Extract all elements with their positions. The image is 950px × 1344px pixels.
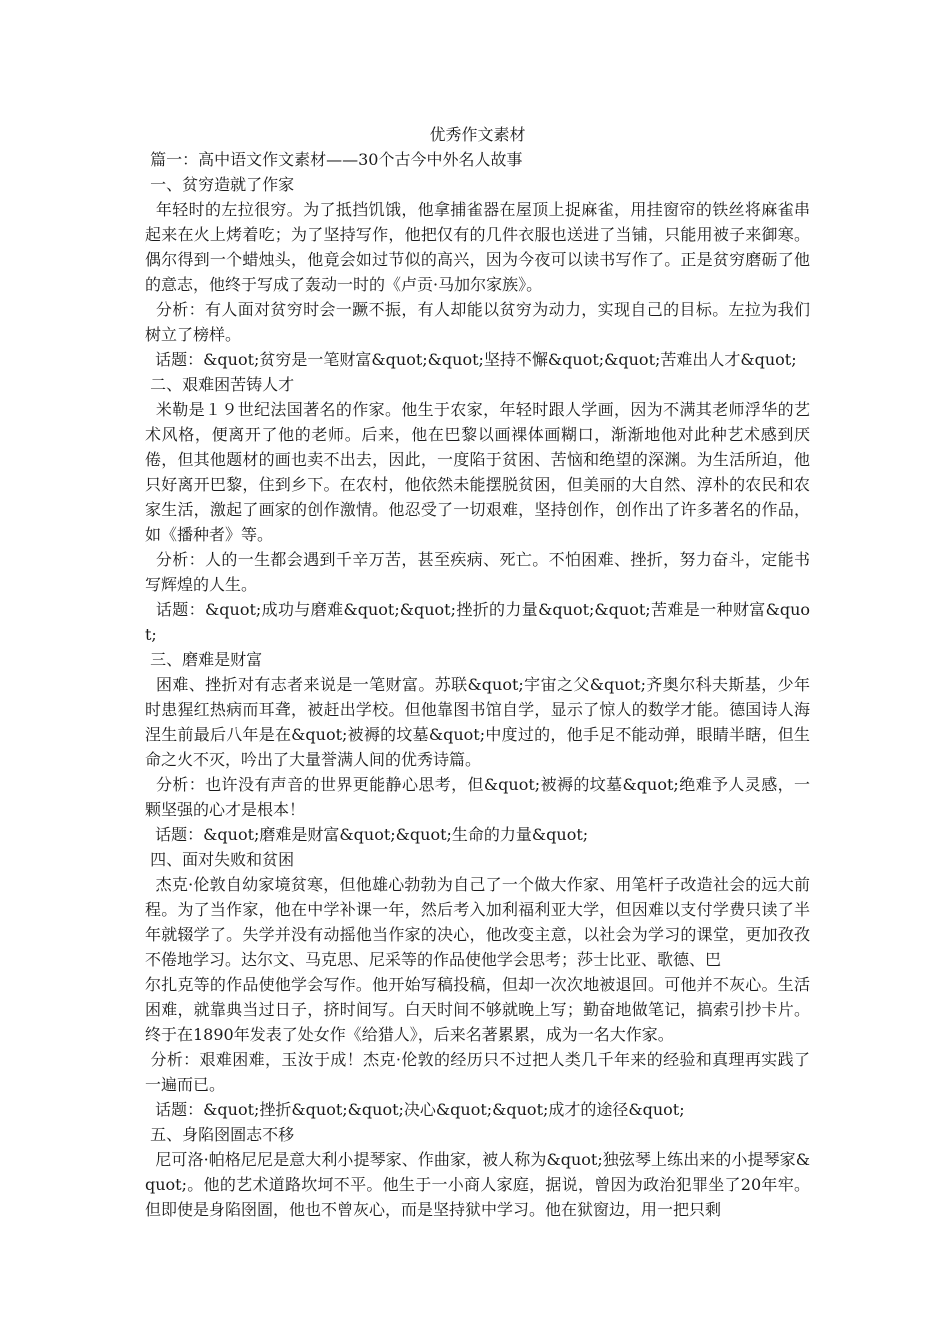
section-heading-3: 三、磨难是财富 xyxy=(145,650,263,669)
section-3-story: 困难、挫折对有志者来说是一笔财富。苏联&quot;宇宙之父&quot;齐奥尔科夫斯基，少年时患猩红热病而耳聋，被赶出学校。但他靠图书馆自学，显示了惊人的数学才能。德国诗人海涅生前最后八年是在&quot;被褥的坟墓&quot;中度过的，他手足不能动弹，眼睛半瞎，但生命之火不灭，吟出了大量誉满人间的优秀诗篇。 xyxy=(145,675,810,769)
section-2-topics: 话题：&quot;成功与磨难&quot;&quot;挫折的力量&quot;&quot;苦难是一种财富&quot; xyxy=(145,600,811,644)
article-heading: 篇一：高中语文作文素材——30个古今中外名人故事 xyxy=(145,150,523,169)
section-4-analysis: 分析：艰难困难，玉汝于成！杰克·伦敦的经历只不过把人类几千年来的经验和真理再实践了一遍而已。 xyxy=(145,1050,810,1094)
section-4-topics: 话题：&quot;挫折&quot;&quot;决心&quot;&quot;成才的途径&quot; xyxy=(145,1100,685,1119)
document-title: 优秀作文素材 xyxy=(429,125,526,144)
section-5-story: 尼可洛·帕格尼尼是意大利小提琴家、作曲家，被人称为&quot;独弦琴上练出来的小提琴家&quot;。他的艺术道路坎坷不平。他生于一小商人家庭，据说，曾因为政治犯罪坐了20年牢。但即使是身陷囹圄，他也不曾灰心，而是坚持狱中学习。他在狱窗边，用一把只剩 xyxy=(145,1150,811,1219)
section-heading-2: 二、艰难困苦铸人才 xyxy=(145,375,295,394)
section-4-story-part-1: 杰克·伦敦自幼家境贫寒，但他雄心勃勃为自己了一个做大作家、用笔杆子改造社会的远大前程。为了当作家，他在中学补课一年，然后考入加利福利亚大学，但因难以支付学费只读了半年就辍学了。失学并没有动摇他当作家的决心，他改变主意，以社会为学习的课堂，更加孜孜不倦地学习。达尔文、马克思、尼采等的作品使他学会思考；莎士比亚、歌德、巴 xyxy=(145,875,810,969)
section-4-story-part-2: 尔扎克等的作品使他学会写作。他开始写稿投稿，但却一次次地被退回。可他并不灰心。生活困难，就靠典当过日子，挤时间写。白天时间不够就晚上写；勤奋地做笔记，搞索引抄卡片。终于在1890年发表了处女作《给猎人》，后来名著累累，成为一名大作家。 xyxy=(145,975,810,1044)
section-3-topics: 话题：&quot;磨难是财富&quot;&quot;生命的力量&quot; xyxy=(145,825,589,844)
section-heading-5: 五、身陷囹圄志不移 xyxy=(145,1125,295,1144)
section-1-story: 年轻时的左拉很穷。为了抵挡饥饿，他拿捕雀器在屋顶上捉麻雀，用挂窗帘的铁丝将麻雀串起来在火上烤着吃；为了坚持写作，他把仅有的几件衣服也送进了当铺，只能用被子来御寒。偶尔得到一个蜡烛头，他竟会如过节似的高兴，因为今夜可以读书写作了。正是贫穷磨砺了他的意志，他终于写成了轰动一时的《卢贡·马加尔家族》。 xyxy=(145,200,810,294)
section-3-analysis: 分析：也许没有声音的世界更能静心思考，但&quot;被褥的坟墓&quot;绝难予人灵感，一颗坚强的心才是根本！ xyxy=(145,775,810,819)
section-2-story: 米勒是１９世纪法国著名的作家。他生于农家，年轻时跟人学画，因为不满其老师浮华的艺术风格，便离开了他的老师。后来，他在巴黎以画裸体画糊口，渐渐地他对此种艺术感到厌倦，但其他题材的画也卖不出去，因此，一度陷于贫困、苦恼和绝望的深渊。为生活所迫，他只好离开巴黎，住到乡下。在农村，他依然未能摆脱贫困，但美丽的大自然、淳朴的农民和农家生活，激起了画家的创作激情。他忍受了一切艰难，坚持创作，创作出了许多著名的作品，如《播种者》等。 xyxy=(145,400,810,544)
section-1-analysis: 分析：有人面对贫穷时会一蹶不振，有人却能以贫穷为动力，实现自己的目标。左拉为我们树立了榜样。 xyxy=(145,300,810,344)
section-heading-4: 四、面对失败和贫困 xyxy=(145,850,295,869)
document-page xyxy=(145,122,810,1222)
section-heading-1: 一、贫穷造就了作家 xyxy=(145,175,295,194)
section-2-analysis: 分析：人的一生都会遇到千辛万苦，甚至疾病、死亡。不怕困难、挫折，努力奋斗，定能书写辉煌的人生。 xyxy=(145,550,810,594)
section-1-topics: 话题：&quot;贫穷是一笔财富&quot;&quot;坚持不懈&quot;&quot;苦难出人才&quot; xyxy=(145,350,797,369)
